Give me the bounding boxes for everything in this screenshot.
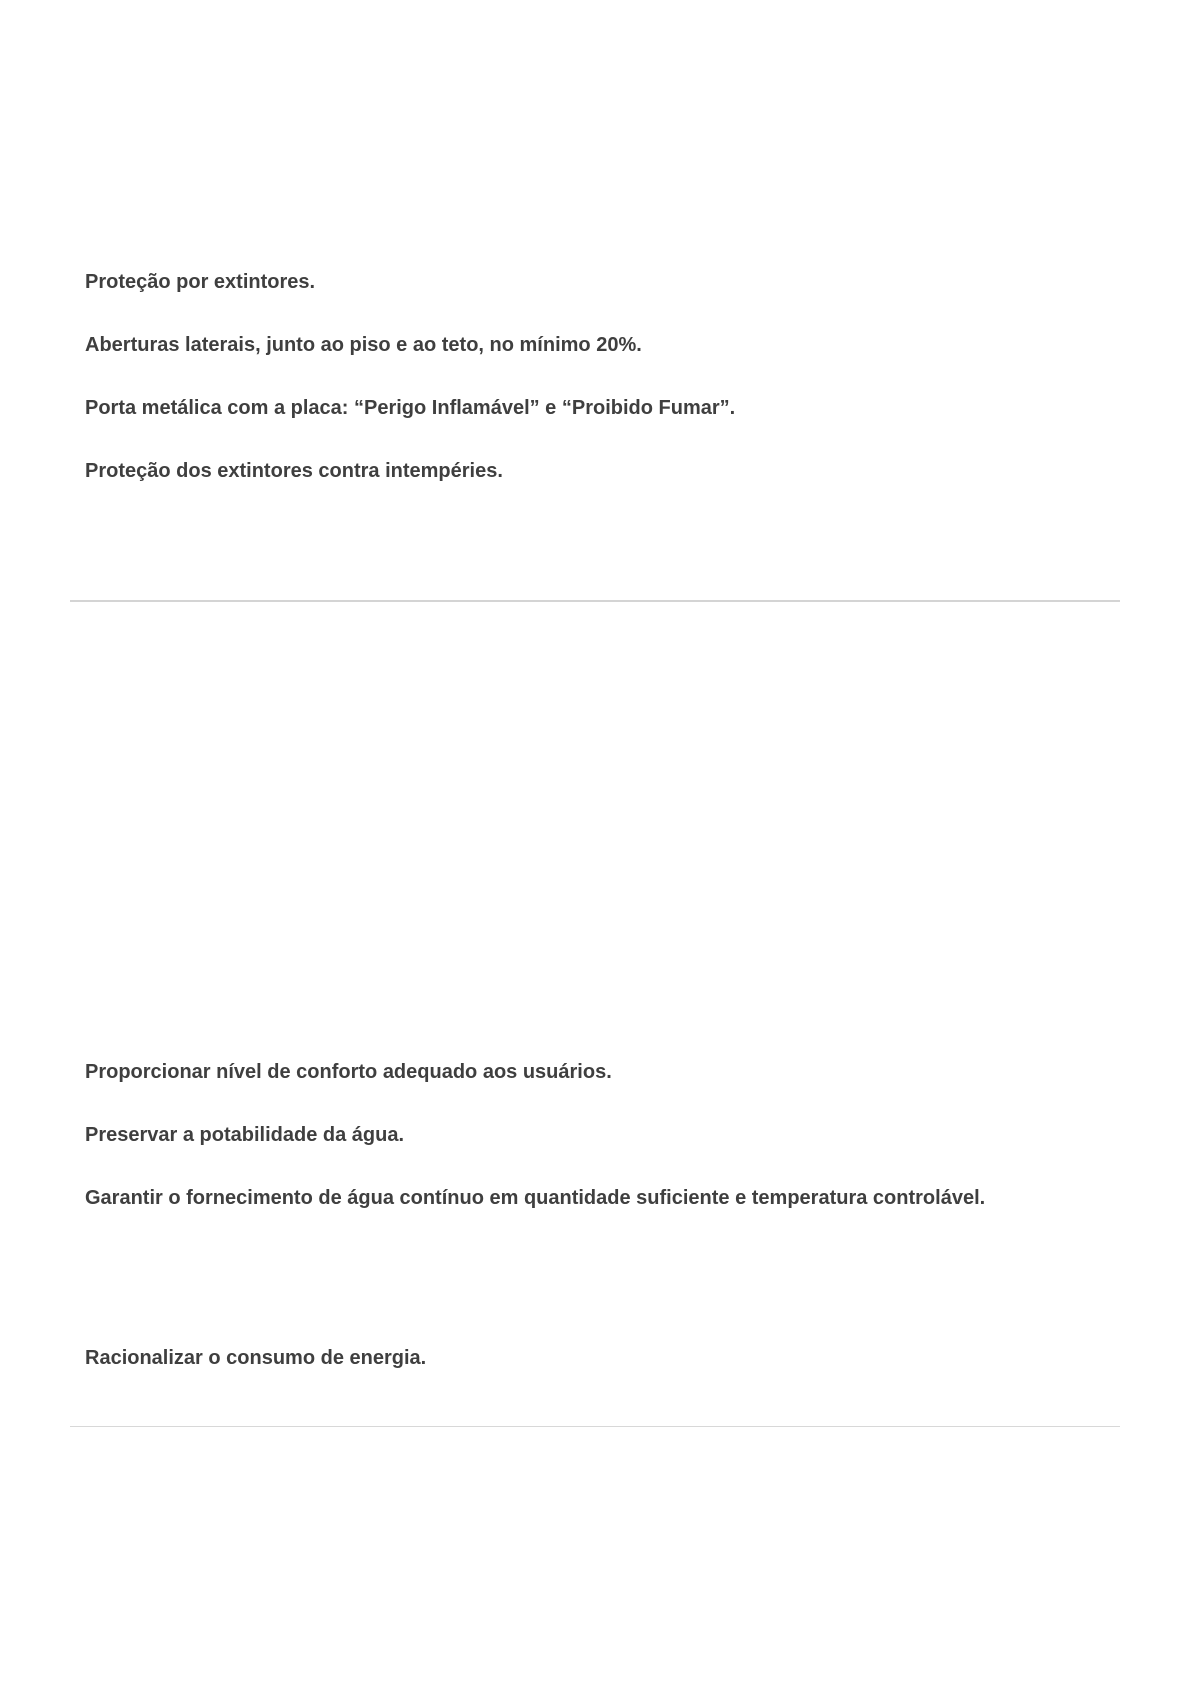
option-text: Proteção dos extintores contra intempéries.: [85, 460, 503, 482]
option-text: Racionalizar o consumo de energia.: [85, 1347, 427, 1369]
section-divider: [70, 1426, 1120, 1427]
option-text: Porta metálica com a placa: “Perigo Inflamável” e “Proibido Fumar”.: [85, 397, 736, 419]
option-text: Proporcionar nível de conforto adequado aos usuários.: [85, 1061, 612, 1083]
option-text: Garantir o fornecimento de água contínuo em quantidade suficiente e temperatura controlável.: [85, 1187, 986, 1209]
option-text: Aberturas laterais, junto ao piso e ao teto, no mínimo 20%.: [85, 334, 642, 356]
option-text: Preservar a potabilidade da água.: [85, 1124, 405, 1146]
option-text: Proteção por extintores.: [85, 271, 316, 293]
section-divider: [70, 600, 1120, 602]
